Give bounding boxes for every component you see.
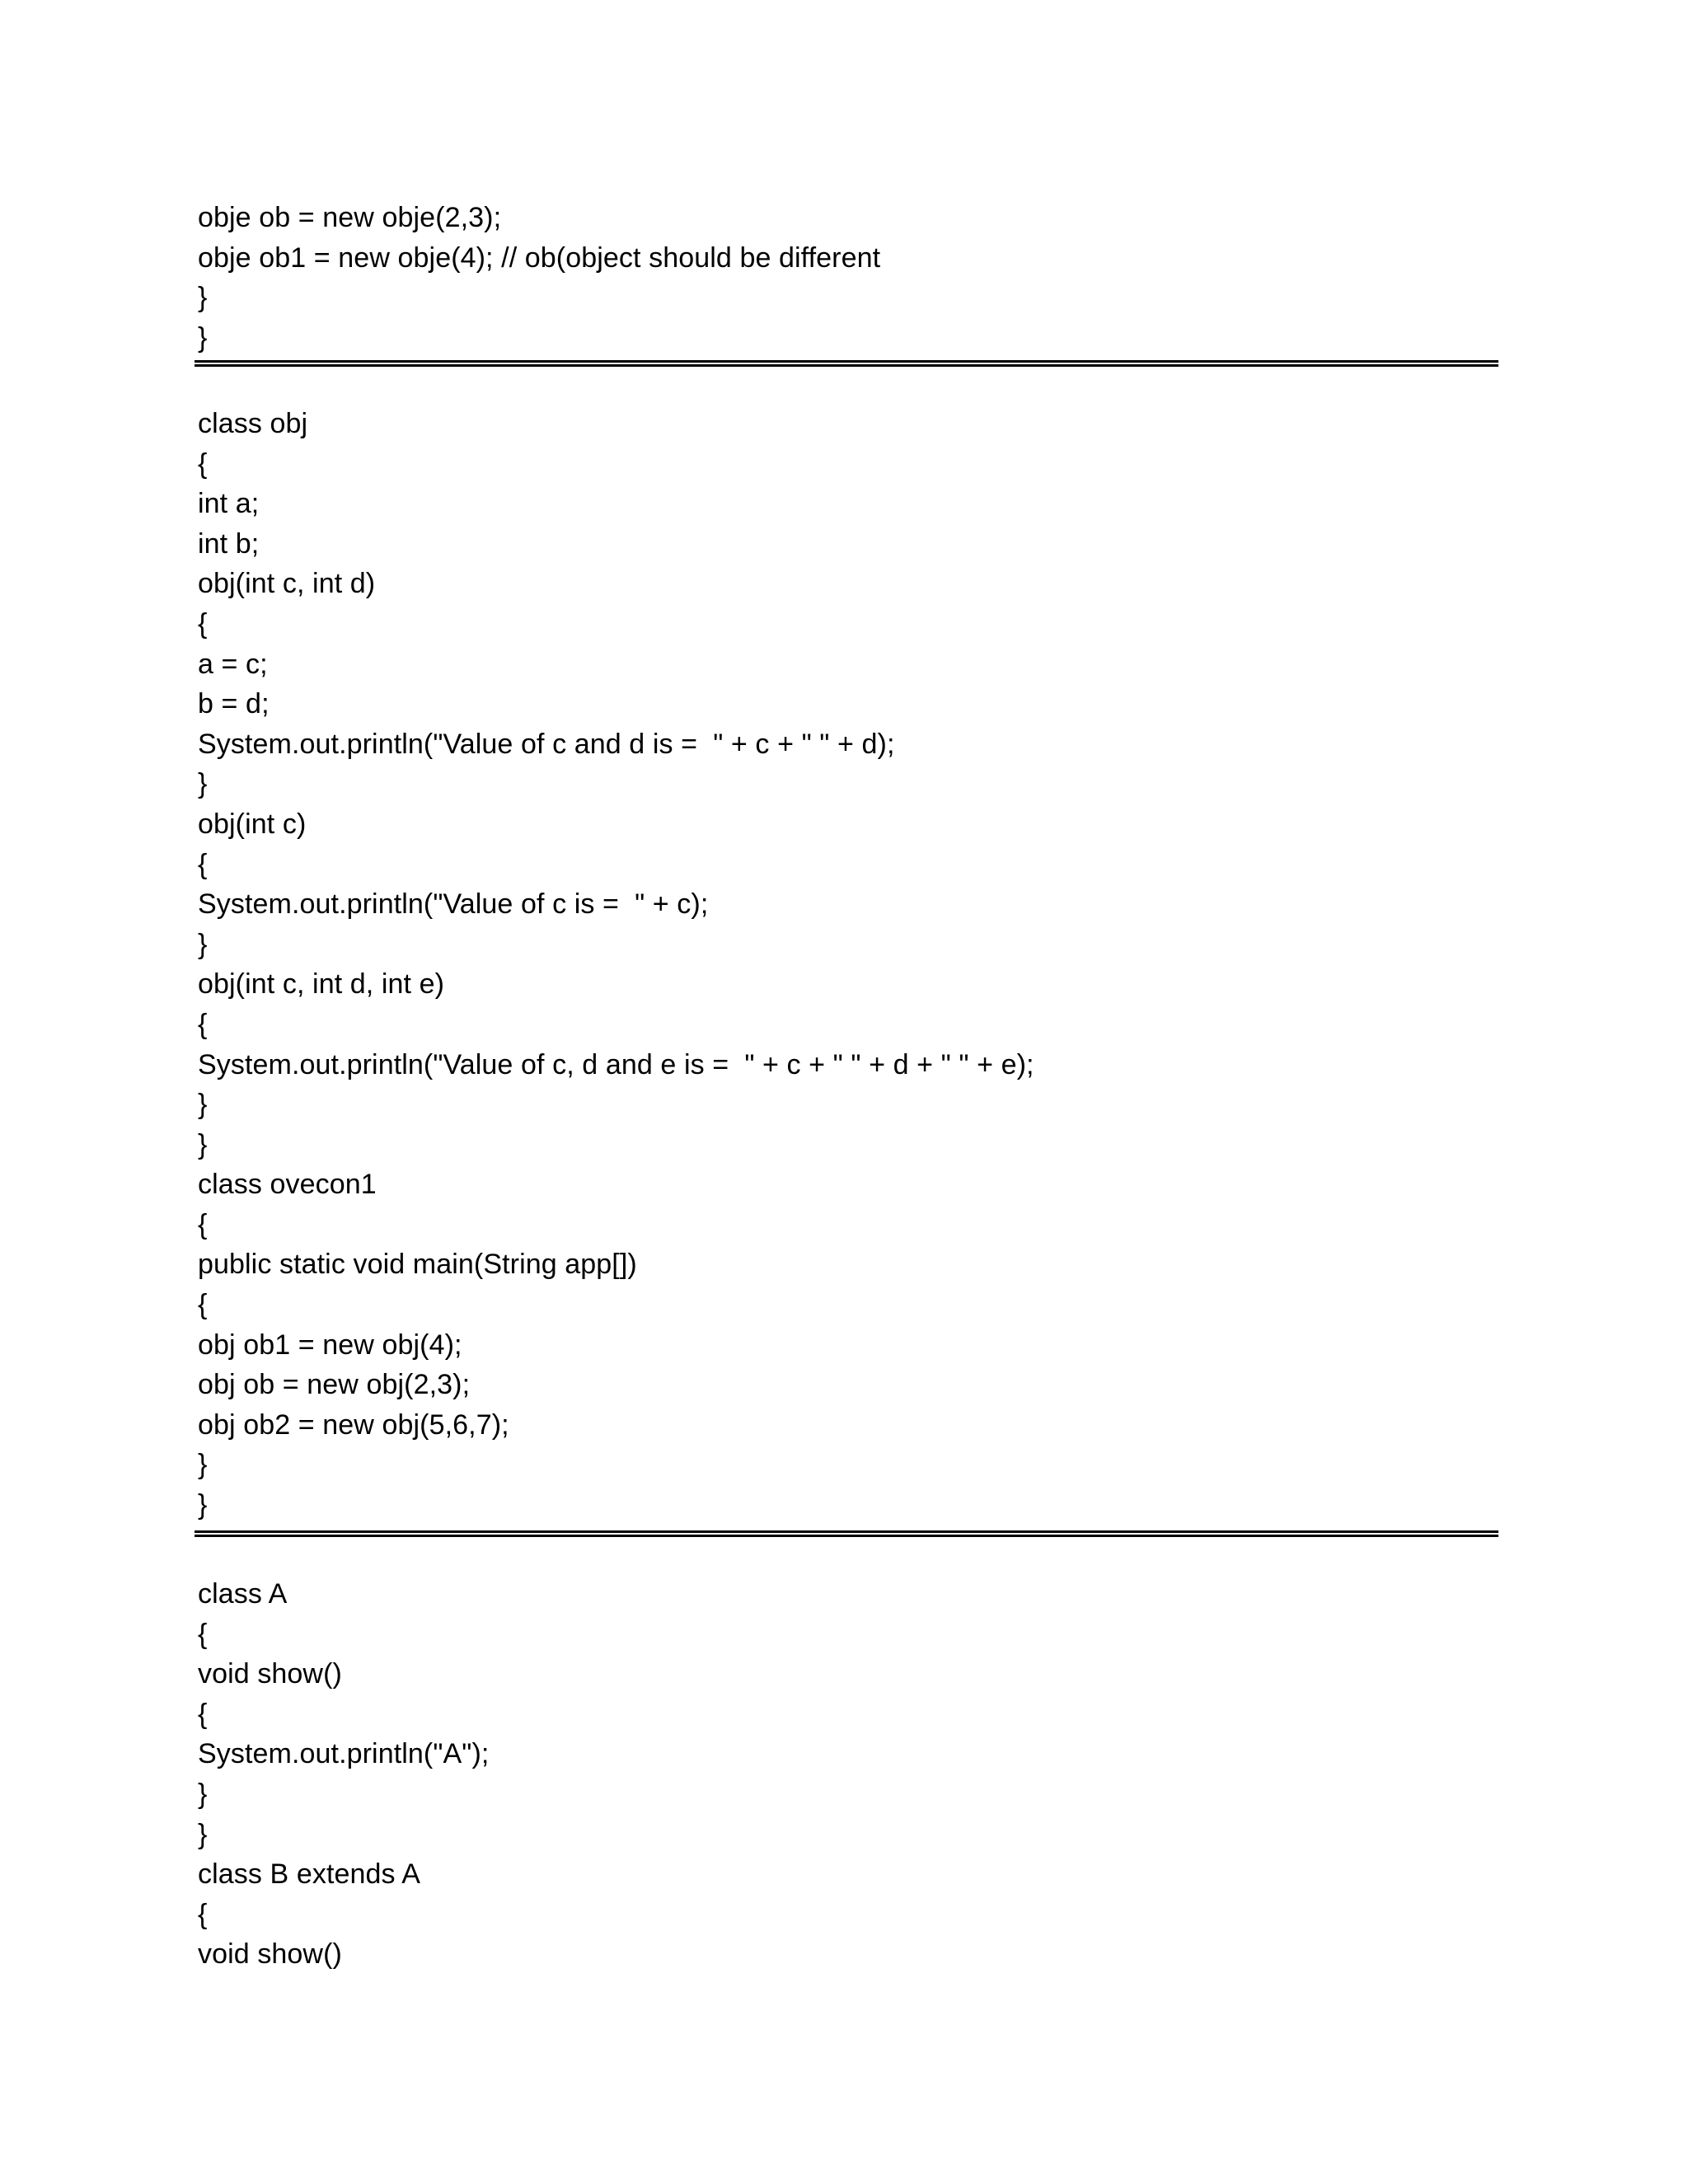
code-section-3 xyxy=(198,1574,1492,1975)
code-line: { xyxy=(198,1618,208,1650)
code-line: obj(int c, int d, int e) xyxy=(198,968,445,1001)
code-line: { xyxy=(198,607,208,640)
code-line: System.out.println("Value of c is = " + c); xyxy=(198,888,709,921)
code-line: { xyxy=(198,1698,208,1730)
code-line: { xyxy=(198,448,208,480)
code-line: { xyxy=(198,1898,208,1930)
code-section-1 xyxy=(198,198,1492,358)
code-line: } xyxy=(198,1089,208,1121)
section-divider xyxy=(195,1530,1498,1537)
code-line: System.out.println("A"); xyxy=(198,1738,490,1770)
code-line: public static void main(String app[]) xyxy=(198,1249,637,1281)
code-line: } xyxy=(198,321,208,354)
code-line: } xyxy=(198,1489,208,1521)
code-line: System.out.println("Value of c, d and e is = " + c + " " + d + " " + e); xyxy=(198,1048,1034,1080)
code-line: int b; xyxy=(198,527,260,560)
code-line: { xyxy=(198,1289,208,1321)
code-line: obj ob = new obj(2,3); xyxy=(198,1369,471,1401)
code-line: { xyxy=(198,1208,208,1240)
code-line: obje ob = new obje(2,3); xyxy=(198,202,502,233)
code-line: } xyxy=(198,1128,208,1160)
code-line: } xyxy=(198,1778,208,1810)
code-line: void show() xyxy=(198,1658,342,1690)
code-line: obje ob1 = new obje(4); // ob(object should be different xyxy=(198,241,881,274)
code-line: class B extends A xyxy=(198,1858,421,1891)
code-line: } xyxy=(198,928,208,960)
code-line: } xyxy=(198,282,208,314)
code-line: void show() xyxy=(198,1938,342,1971)
code-line: obj(int c) xyxy=(198,808,307,840)
code-line: obj ob1 = new obj(4); xyxy=(198,1329,462,1361)
code-line: } xyxy=(198,1449,208,1481)
code-line: class obj xyxy=(198,408,308,439)
code-line: int a; xyxy=(198,488,260,520)
code-line: obj(int c, int d) xyxy=(198,568,376,600)
section-divider xyxy=(195,360,1498,367)
code-line: b = d; xyxy=(198,688,270,720)
code-line: { xyxy=(198,848,208,880)
code-section-2 xyxy=(198,404,1492,1526)
code-line: System.out.println("Value of c and d is = " + c + " " + d); xyxy=(198,728,895,760)
code-line: class A xyxy=(198,1578,288,1610)
code-line: a = c; xyxy=(198,648,268,680)
code-line: class ovecon1 xyxy=(198,1169,377,1201)
code-line: } xyxy=(198,1818,208,1850)
code-line: { xyxy=(198,1008,208,1040)
code-line: obj ob2 = new obj(5,6,7); xyxy=(198,1408,509,1441)
code-line: } xyxy=(198,768,208,800)
